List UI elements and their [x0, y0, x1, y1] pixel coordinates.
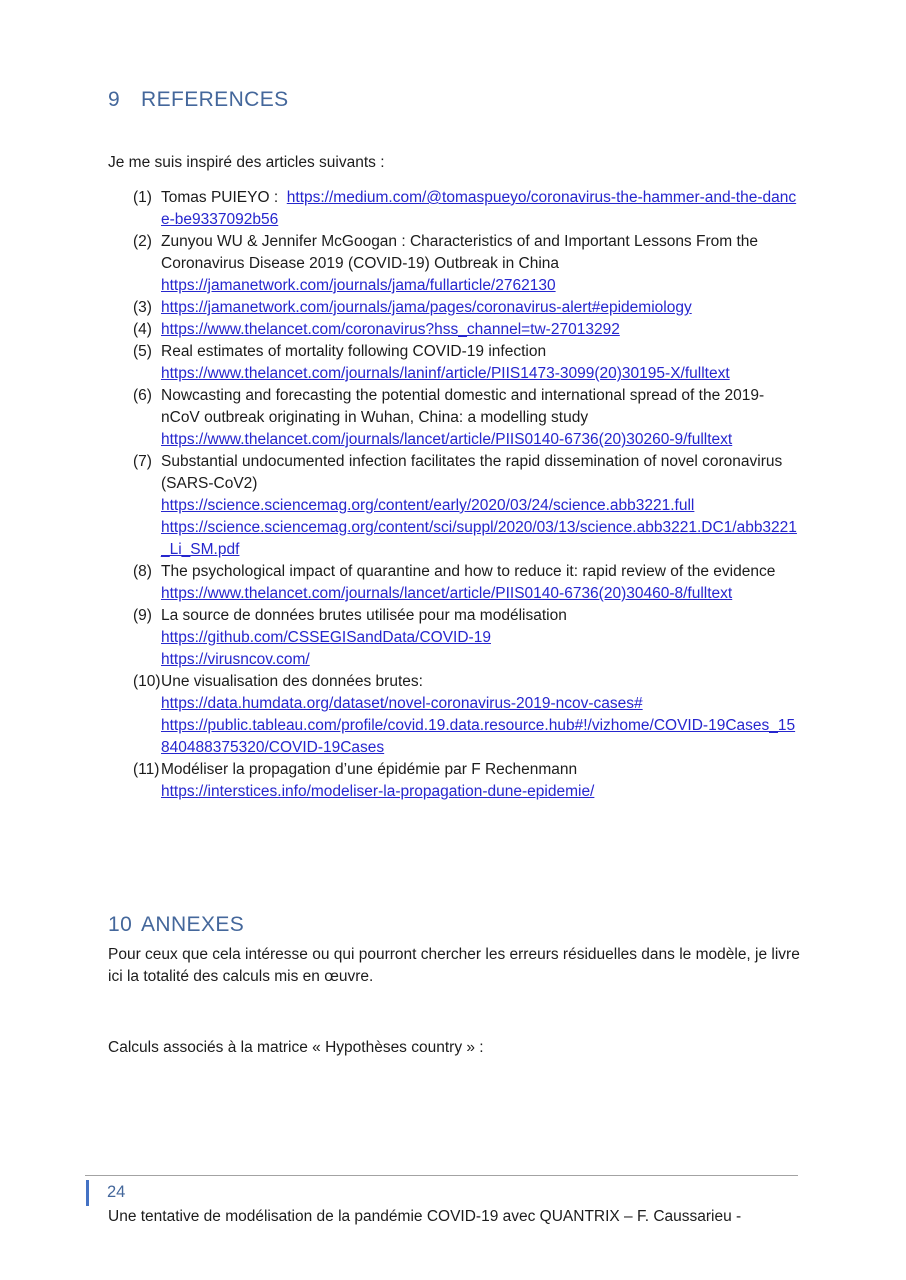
reference-link[interactable]: https://www.thelancet.com/journals/lancet/article/PIIS0140-6736(20)30460-8/fulltext — [161, 585, 733, 602]
reference-text: Zunyou WU & Jennifer McGoogan : Characteristics of and Important Lessons From the Coronavirus Disease 2019 (COVID-19) Outbreak in China — [161, 233, 759, 272]
footer-divider — [85, 1175, 798, 1176]
reference-number: (5) — [133, 343, 152, 360]
reference-item — [108, 231, 800, 297]
reference-number: (7) — [133, 453, 152, 470]
reference-item — [108, 561, 800, 605]
reference-link[interactable]: https://www.thelancet.com/coronavirus?hss_channel=tw-27013292 — [161, 321, 620, 338]
reference-link[interactable]: https://data.humdata.org/dataset/novel-coronavirus-2019-ncov-cases# — [161, 695, 643, 712]
footer-document-title: Une tentative de modélisation de la pandémie COVID-19 avec QUANTRIX – F. Caussarieu - — [108, 1208, 742, 1225]
reference-link[interactable]: https://science.sciencemag.org/content/sci/suppl/2020/03/13/science.abb3221.DC1/abb3221_Li_SM.pdf — [161, 519, 797, 558]
reference-number: (9) — [133, 607, 152, 624]
references-list — [108, 187, 800, 803]
reference-link[interactable]: https://github.com/CSSEGISandData/COVID-19 — [161, 629, 491, 646]
reference-item — [108, 451, 800, 561]
reference-number: (8) — [133, 563, 152, 580]
reference-number: (3) — [133, 299, 152, 316]
reference-link[interactable]: https://virusncov.com/ — [161, 651, 310, 668]
reference-item — [108, 187, 800, 231]
annexes-section-heading — [108, 913, 244, 937]
references-heading-number: 9 — [108, 88, 121, 111]
annexes-paragraph: Pour ceux que cela intéresse ou qui pourront chercher les erreurs résiduelles dans le modèle, je livre ici la totalité des calculs mis en œuvre. — [108, 946, 800, 985]
reference-body — [161, 761, 594, 800]
calculs-matrice-line: Calculs associés à la matrice « Hypothèses country » : — [108, 1039, 484, 1056]
reference-body — [161, 607, 567, 668]
reference-text: La source de données brutes utilisée pour ma modélisation — [161, 607, 567, 624]
reference-body — [161, 299, 692, 316]
reference-body — [161, 233, 758, 294]
reference-body — [161, 321, 620, 338]
reference-number: (11) — [133, 761, 160, 778]
reference-text: Tomas PUIEYO : — [161, 189, 287, 206]
reference-text: The psychological impact of quarantine and how to reduce it: rapid review of the evidence — [161, 563, 776, 580]
references-section-heading — [108, 88, 289, 112]
reference-body — [161, 453, 797, 558]
reference-text: Une visualisation des données brutes: — [161, 673, 423, 690]
reference-item — [108, 671, 800, 759]
references-intro: Je me suis inspiré des articles suivants : — [108, 154, 385, 171]
page-number-accent-bar — [86, 1180, 89, 1206]
reference-link[interactable]: https://www.thelancet.com/journals/laninf/article/PIIS1473-3099(20)30195-X/fulltext — [161, 365, 730, 382]
annexes-heading-number: 10 — [108, 913, 133, 936]
reference-item — [108, 759, 800, 803]
page-number: 24 — [107, 1183, 126, 1201]
reference-text: Real estimates of mortality following COVID-19 infection — [161, 343, 547, 360]
reference-body — [161, 189, 796, 228]
reference-item — [108, 297, 800, 319]
reference-body — [161, 563, 775, 602]
reference-number: (2) — [133, 233, 152, 250]
reference-link[interactable]: https://science.sciencemag.org/content/early/2020/03/24/science.abb3221.full — [161, 497, 695, 514]
annexes-heading-title: ANNEXES — [141, 913, 245, 936]
reference-text: Substantial undocumented infection facilitates the rapid dissemination of novel coronavirus (SARS-CoV2) — [161, 453, 783, 492]
reference-link[interactable]: https://jamanetwork.com/journals/jama/pages/coronavirus-alert#epidemiology — [161, 299, 692, 316]
reference-body — [161, 673, 795, 756]
reference-item — [108, 319, 800, 341]
reference-link[interactable]: https://public.tableau.com/profile/covid.19.data.resource.hub#!/vizhome/COVID-19Cases_15840488375320/COVID-19Cases — [161, 717, 796, 756]
reference-number: (6) — [133, 387, 152, 404]
references-heading-title: REFERENCES — [141, 88, 289, 111]
reference-number: (1) — [133, 189, 152, 206]
reference-number: (10) — [133, 673, 161, 690]
reference-text: Modéliser la propagation d’une épidémie par F Rechenmann — [161, 761, 578, 778]
reference-item — [108, 605, 800, 671]
reference-link[interactable]: https://jamanetwork.com/journals/jama/fullarticle/2762130 — [161, 277, 556, 294]
reference-item — [108, 341, 800, 385]
reference-body — [161, 387, 764, 448]
reference-link[interactable]: https://www.thelancet.com/journals/lancet/article/PIIS0140-6736(20)30260-9/fulltext — [161, 431, 733, 448]
reference-link[interactable]: https://medium.com/@tomaspueyo/coronavirus-the-hammer-and-the-dance-be9337092b56 — [161, 189, 797, 228]
reference-item — [108, 385, 800, 451]
reference-link[interactable]: https://interstices.info/modeliser-la-propagation-dune-epidemie/ — [161, 783, 595, 800]
reference-body — [161, 343, 730, 382]
reference-text: Nowcasting and forecasting the potential domestic and international spread of the 2019-nCoV outbreak originating in Wuhan, China: a modelling study — [161, 387, 765, 426]
reference-number: (4) — [133, 321, 152, 338]
